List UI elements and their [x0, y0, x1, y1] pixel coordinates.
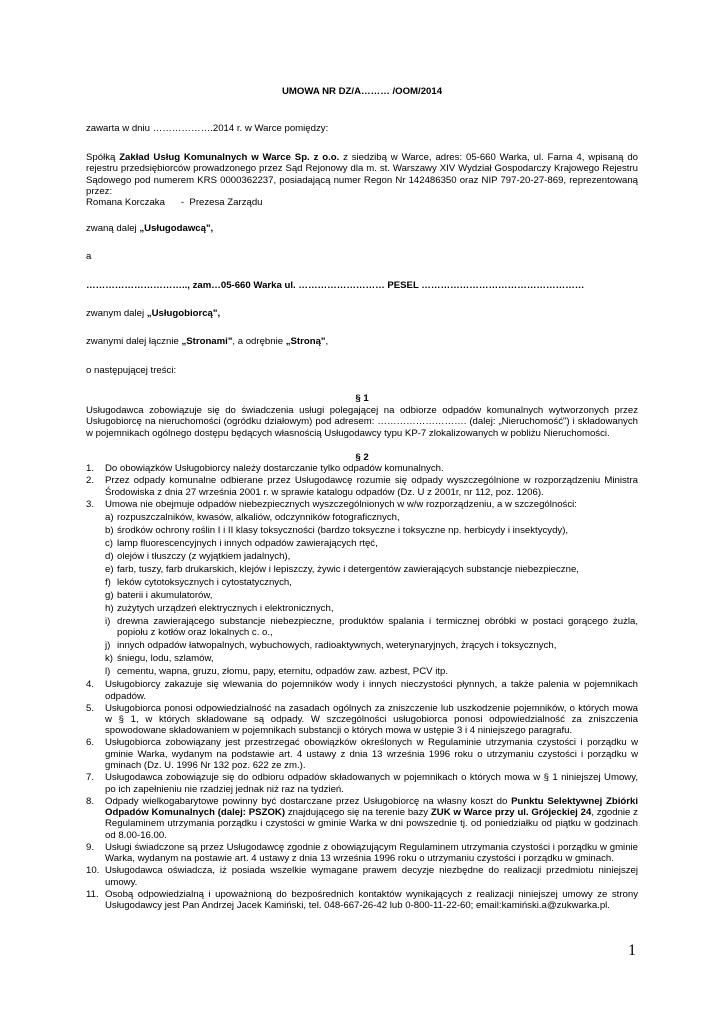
document-body: [86, 86, 638, 912]
section-2-heading: § 2: [355, 451, 369, 463]
section-1-text: Usługodawca zobowiązuje się do świadczenia usługi polegającej na odbiorze odpadów komunalnych wytworzonych przez Usługobiorcę na nieruchomości (ogródku działowym) pod adresem: ………………………. (dalej: „Nieruchomość") i składowanych w pojemnikach ogólnego dostępu będących własnością Usługodawcy typu KP-7 zlokalizowanych w pobliżu Nieruchomości.: [86, 404, 638, 439]
page-number: 1: [628, 942, 636, 959]
company-paragraph: Spółką Zakład Usług Komunalnych w Warce Sp. z o.o. z siedzibą w Warce, adres: 05-660 Warka, ul. Farna 4, wpisaną do rejestru przedsiębiorców prowadzonego przez Sąd Rejonowy dla m. st. Warszawy XIV Wydział Gospodarczy Krajowego Rejestru Sądowego pod numerem KRS 0000362237, posiadającą numer Regon Nr 142486350 oraz NIP 797-20-27-869, reprezentowaną przez:: [86, 151, 638, 198]
list-item: 10. Usługodawca oświadcza, iż posiada wszelkie wymagane prawem decyzje niezbędne do realizacji przedmiotu niniejszej umowy.: [86, 865, 638, 888]
provider-definition: zwaną dalej „Usługodawcą",: [86, 222, 214, 234]
following-content-line: o następującej treści:: [86, 364, 177, 376]
sub-item: f) leków cytotoksycznych i cytostatycznych,: [105, 576, 292, 588]
parties-definition: zwanymi dalej łącznie „Stronami", a odrębnie „Stroną",: [86, 336, 329, 348]
sub-item: a) rozpuszczalników, kwasów, alkaliów, odczynników fotograficznych,: [105, 511, 400, 523]
list-item: 1. Do obowiązków Usługobiorcy należy dostarczanie tylko odpadów komunalnych.: [86, 463, 444, 475]
list-item: 7. Usługodawca zobowiązuje się do odbioru odpadów składowanych w pojemnikach o których mowa w § 1 niniejszej Umowy, po ich zapełnieniu nie rzadziej jednak niż raz na tydzień.: [86, 772, 638, 795]
sub-item: l) cementu, wapna, gruzu, złomu, papy, eternitu, odpadów zaw. azbest, PCV itp.: [105, 666, 448, 678]
sub-item: d) olejów i tłuszczy (z wyjątkiem jadalnych),: [105, 550, 291, 562]
section-2-list: [86, 463, 638, 911]
date-line: zawarta w dniu ……………….2014 r. w Warce pomiędzy:: [86, 123, 329, 135]
list-item: 11. Osobą odpowiedzialną i upoważnioną do bezpośrednich kontaktów wynikających z realizacji niniejszej umowy ze strony Usługodawcy jest Pan Andrzej Jacek Kamiński, tel. 048-667-26-42 lub 0-800-11-22-60; email:kamiński.a@zukwarka.pl.: [86, 888, 638, 911]
list-item: 3. Umowa nie obejmuje odpadów niebezpiecznych wyszczególnionych w w/w rozporządzeniu, a w szczególności: a) rozpuszczalników, kwasów, alkaliów, odczynników fotograficznych, b) środków ochrony roślin I i II klasy toksyczności (bardzo toksyczne i toksyczne np. herbicydy i insektycydy), c) lamp fluorescencyjnych i innych odpadów zawierających rtęć, d) olejów i tłuszczy (z wyjątkiem jadalnych), e) farb, tuszy, farb drukarskich, klejów i lepiszczy, żywic i detergentów zawierających substancje niebezpieczne, f) leków cytotoksycznych i cytostatycznych, g) baterii i akumulatorów, h) zużytych urządzeń elektrycznych i elektronicznych, i) drewna zawierającego substancje niebezpieczne, produktów spalania i termicznej obróbki w postaci gorącego żużla, popiołu z kotłów oraz lokalnych c. o., j) innych odpadów łatwopalnych, wybuchowych, radioaktywnych, weterynaryjnych, żrących i toksycznych, k) śniegu, lodu, szlamów, l) cementu, wapna, gruzu, złomu, papy, eternitu, odpadów zaw. azbest, PCV itp.: [86, 498, 638, 678]
list-item: 5. Usługobiorca ponosi odpowiedzialność na zasadach ogólnych za zniszczenie lub uszkodzenie pojemników, o których mowa w § 1, w których składowane są odpady. W szczególności usługobiorca ponosi odpowiedzialność za zniszczenia spowodowane składowaniem w pojemnikach substancji o których mowa w ustępie 3 i 4 niniejszego paragrafu.: [86, 702, 638, 737]
sub-item: h) zużytych urządzeń elektrycznych i elektronicznych,: [105, 602, 334, 614]
representative-line: Romana Korczaka - Prezesa Zarządu: [86, 197, 263, 209]
sub-item: g) baterii i akumulatorów,: [105, 589, 213, 601]
client-line: ………………………….., zam…05-660 Warka ul. ……………………… PESEL ……………………………………………: [86, 279, 585, 291]
conjunction-a: a: [86, 251, 92, 263]
list-item: 2. Przez odpady komunalne odbierane przez Usługodawcę rozumie się odpady wyszczególnione w rozporządzeniu Ministra Środowiska z dnia 27 września 2001 r. w sprawie katalogu odpadów (Dz. U z 2001r, nr 112, poz. 1206).: [86, 475, 638, 498]
sub-item: b) środków ochrony roślin I i II klasy toksyczności (bardzo toksyczne i toksyczne np. herbicydy i insektycydy),: [105, 524, 569, 536]
list-item: 8. Odpady wielkogabarytowe powinny być dostarczane przez Usługobiorcę na własny koszt do Punktu Selektywnej Zbiórki Odpadów Komunalnych (dalej: PSZOK) znajdującego się na terenie bazy ZUK w Warce przy ul. Grójeckiej 24, zgodnie z Regulaminem utrzymania porządku i czystości w gminie Warka w dni powszednie tj. od poniedziałku od piątku w godzinach od 8.00-16.00.: [86, 795, 638, 841]
list-item: 6. Usługobiorca zobowiązany jest przestrzegać obowiązków określonych w Regulaminie utrzymania czystości i porządku w gminie Warka, wydanym na podstawie art. 4 ustawy z dnia 13 września 1996 roku o utrzymaniu czystości i porządku w gminach (Dz. U. 1996 Nr 132 poz. 622 ze zm.).: [86, 737, 638, 772]
sub-item: j) innych odpadów łatwopalnych, wybuchowych, radioaktywnych, weterynaryjnych, żrących i toksycznych,: [105, 640, 557, 652]
list-item: 4. Usługobiorcy zakazuje się wlewania do pojemników wody i innych nieczystości płynnych, a także palenia w pojemnikach odpadów.: [86, 679, 638, 702]
company-name: Zakład Usług Komunalnych w Warce Sp. z o.o.: [119, 151, 340, 163]
client-definition: zwanym dalej „Usługobiorcą",: [86, 308, 221, 320]
section-1-heading: § 1: [355, 393, 369, 405]
document-title: UMOWA NR DZ/A……… /OOM/2014: [281, 86, 443, 97]
list-item: 9. Usługi świadczone są przez Usługodawcę zgodnie z obowiązującym Regulaminem utrzymania czystości i porządku w gminie Warka, wydanym na postawie art. 4 ustawy z dnia 13 września 1996 roku o utrzymaniu czystości i porządku w gminach.: [86, 841, 638, 865]
sub-item: e) farb, tuszy, farb drukarskich, klejów i lepiszczy, żywic i detergentów zawierających substancje niebezpieczne,: [105, 563, 579, 575]
sub-item: c) lamp fluorescencyjnych i innych odpadów zawierających rtęć,: [105, 537, 378, 549]
sub-item: i) drewna zawierającego substancje niebezpieczne, produktów spalania i termicznej obróbki w postaci gorącego żużla, popiołu z kotłów oraz lokalnych c. o.,: [105, 615, 638, 639]
sub-item: k) śniegu, lodu, szlamów,: [105, 653, 214, 665]
